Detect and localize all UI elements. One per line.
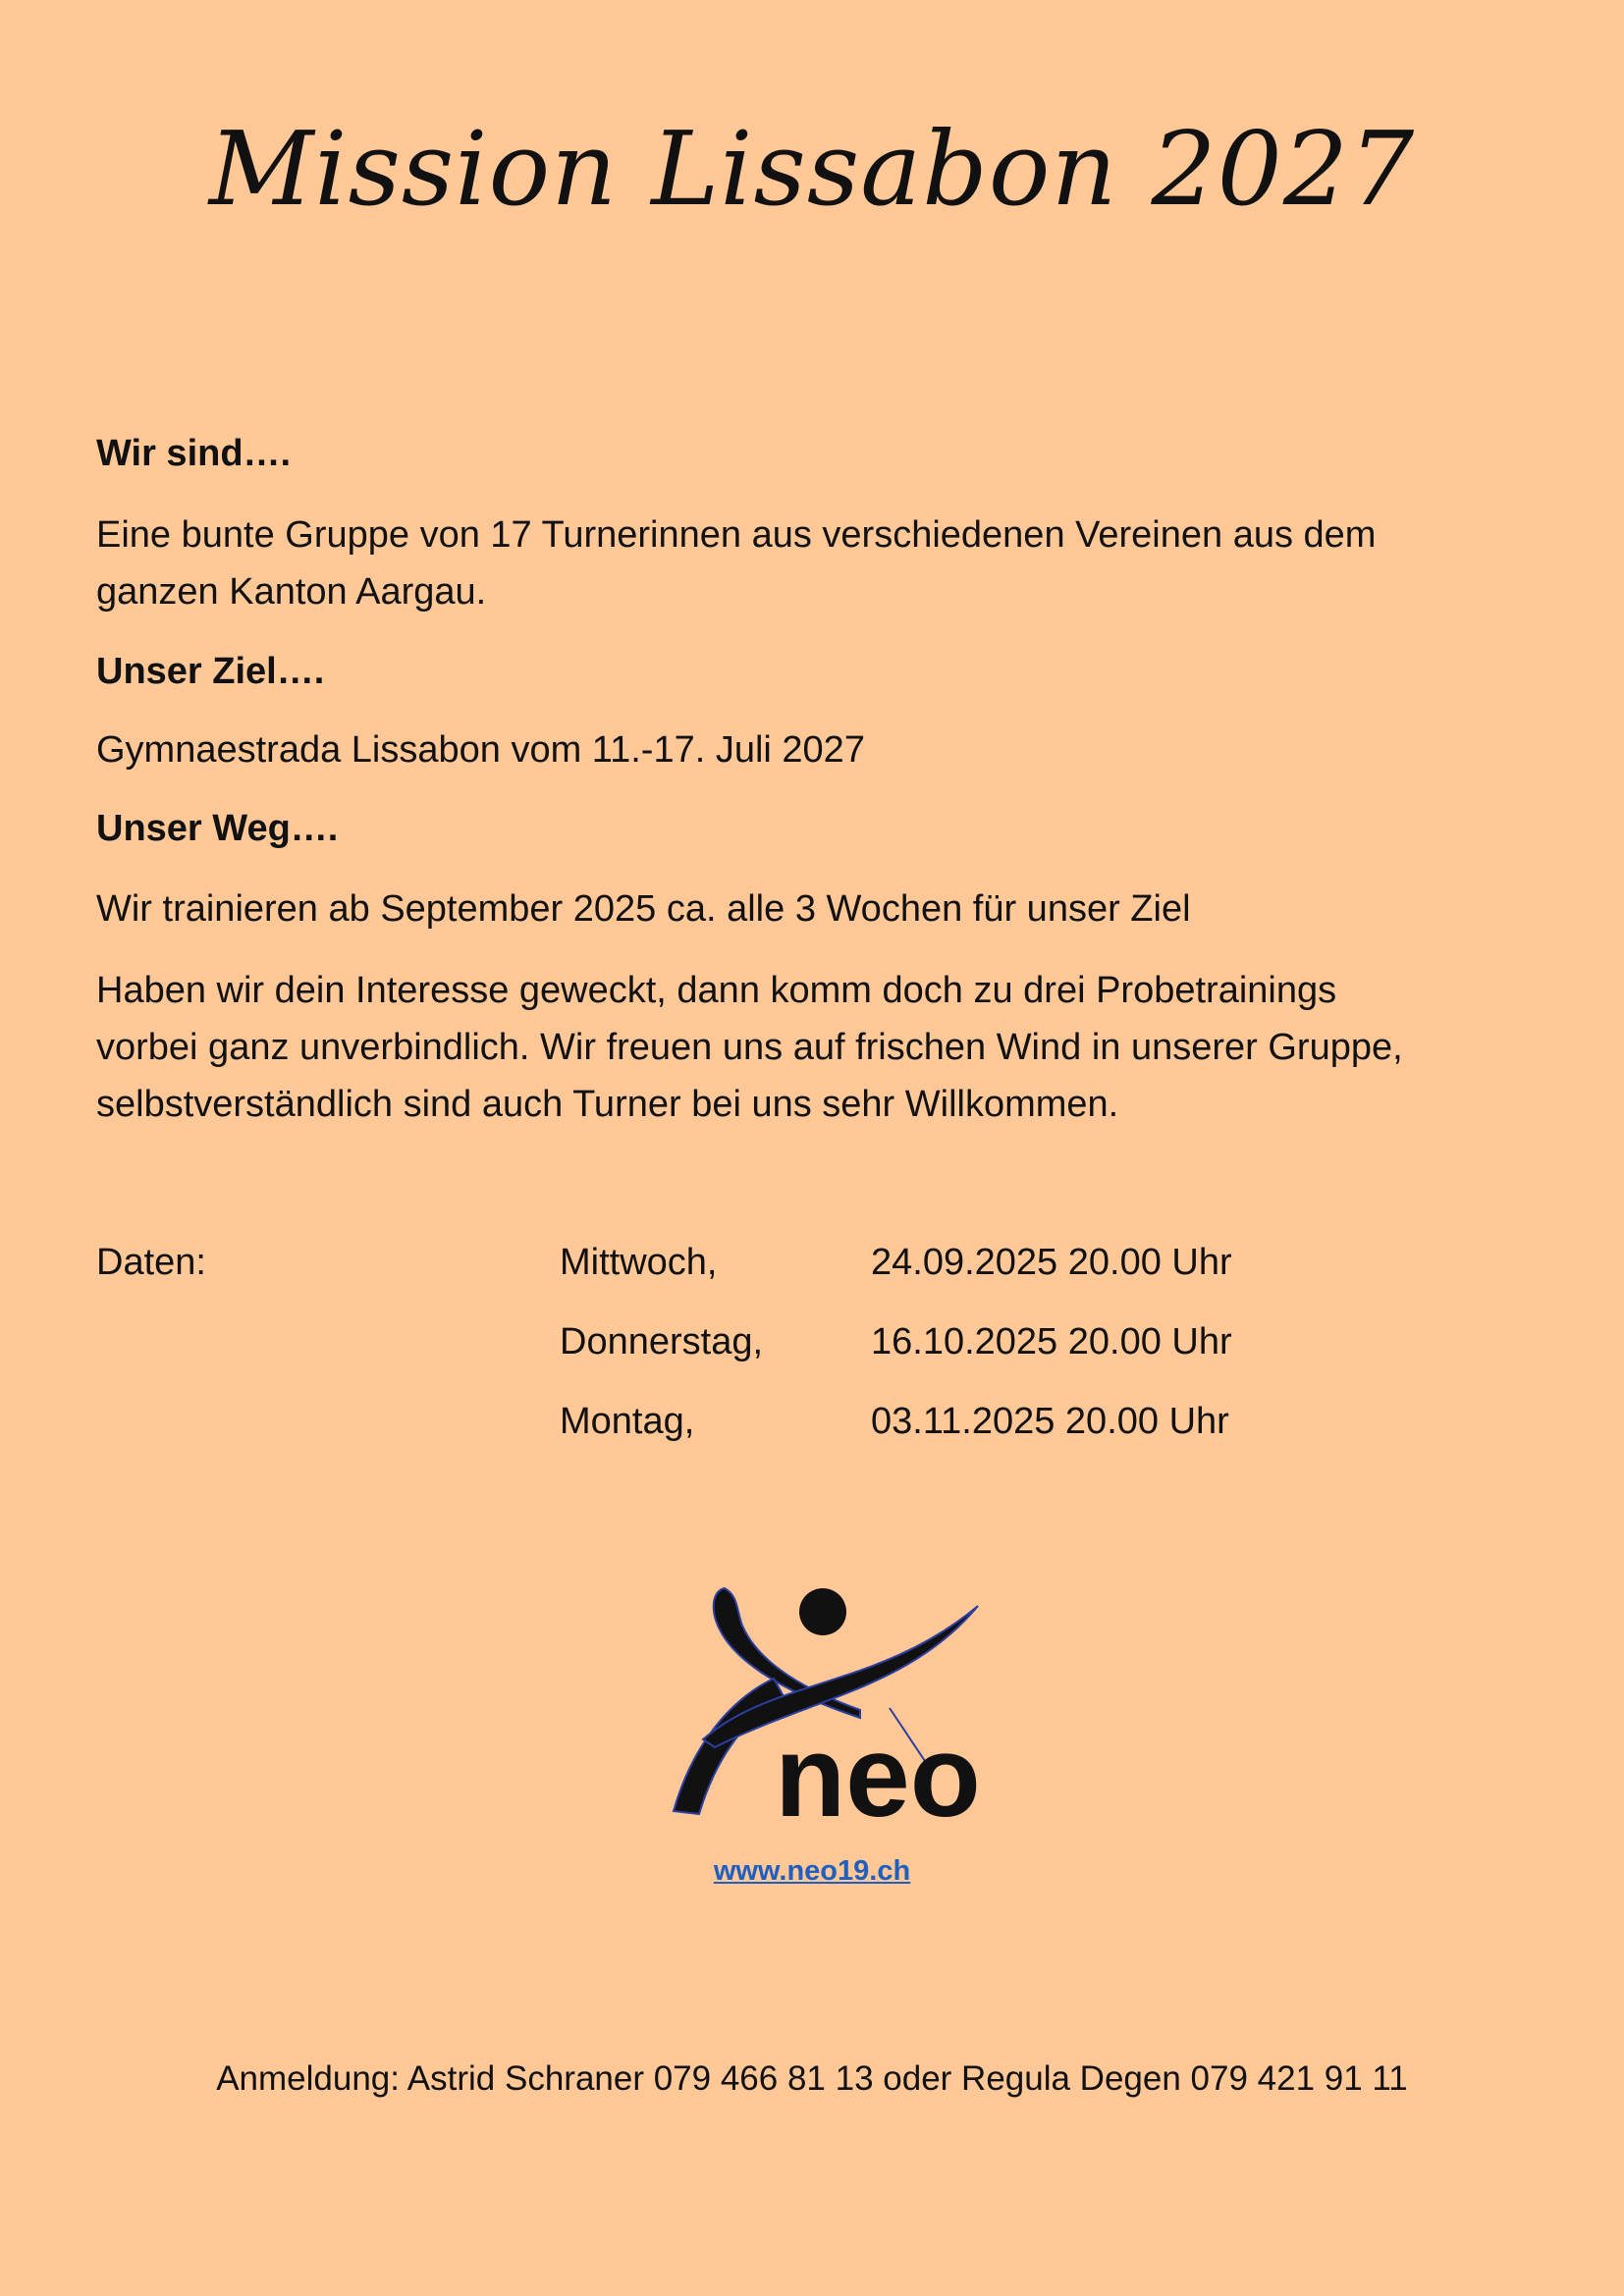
paragraph-invitation <box>96 962 1403 1133</box>
page-title: Mission Lissabon 2027 <box>208 109 1416 229</box>
dates-label: Daten: <box>96 1242 206 1283</box>
date-day: Donnerstag, <box>560 1321 764 1362</box>
paragraph-unser-ziel <box>96 721 865 778</box>
date-day: Montag, <box>560 1401 695 1442</box>
heading-unser-ziel: Unser Ziel…. <box>96 651 325 692</box>
paragraph-unser-weg <box>96 881 1191 937</box>
neo-logo <box>664 1571 1017 1831</box>
heading-unser-weg: Unser Weg…. <box>96 808 339 849</box>
website-link[interactable]: www.neo19.ch <box>713 1855 911 1887</box>
date-day: Mittwoch, <box>560 1242 718 1283</box>
logo-leg-icon <box>674 1679 784 1814</box>
text-line: Haben wir dein Interesse geweckt, dann komm doch zu drei Probetrainings <box>96 970 1337 1011</box>
logo-head-icon <box>799 1588 846 1635</box>
text-line: ganzen Kanton Aargau. <box>96 571 487 613</box>
date-datetime: 16.10.2025 20.00 Uhr <box>871 1321 1232 1362</box>
signup-contact: Anmeldung: Astrid Schraner 079 466 81 13 oder Regula Degen 079 421 91 11 <box>216 2059 1408 2098</box>
paragraph-wir-sind <box>96 507 1376 620</box>
text-line: selbstverständlich sind auch Turner bei uns sehr Willkommen. <box>96 1084 1119 1125</box>
date-datetime: 24.09.2025 20.00 Uhr <box>871 1242 1232 1283</box>
text-line: Wir trainieren ab September 2025 ca. alle 3 Wochen für unser Ziel <box>96 888 1191 930</box>
text-line: Eine bunte Gruppe von 17 Turnerinnen aus verschiedenen Vereinen aus dem <box>96 514 1377 556</box>
logo-text: neo <box>775 1712 981 1831</box>
date-datetime: 03.11.2025 20.00 Uhr <box>871 1401 1229 1442</box>
text-line: Gymnaestrada Lissabon vom 11.-17. Juli 2027 <box>96 729 865 771</box>
text-line: vorbei ganz unverbindlich. Wir freuen uns auf frischen Wind in unserer Gruppe, <box>96 1027 1403 1068</box>
heading-wir-sind: Wir sind…. <box>96 433 292 474</box>
